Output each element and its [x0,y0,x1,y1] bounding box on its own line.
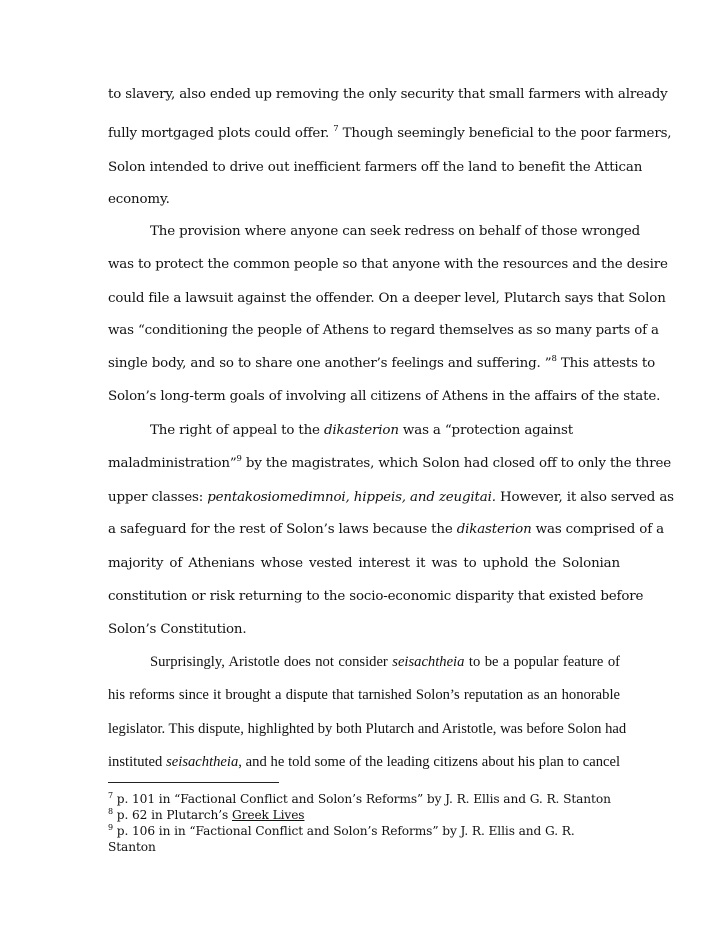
footnote-9-continued: Stanton [108,840,156,854]
body-line-9: single body, and so to share one another’s feelings and suffering. ”$^8$ This attests to [108,354,656,371]
book-title: Greek Lives [231,808,305,822]
body-line-12: maladministration”$^9$ by the magistrates, which Solon had closed off to only the three [108,454,672,471]
italic-term: dikasterion [323,423,399,438]
body-line-8: was “conditioning the people of Athens to regard themselves as so many parts of a [108,323,659,338]
body-line-6: was to protect the common people so that anyone with the resources and the desire [108,257,668,272]
body-line-4: economy. [108,192,170,207]
body-line-15: majority of Athenians whose vested interest it was to uphold the Solonian [108,556,620,571]
body-line-10: Solon’s long-term goals of involving all citizens of Athens in the affairs of the state. [108,389,661,404]
footnote-separator [108,782,279,783]
body-line-16: constitution or risk returning to the socio-economic disparity that existed before [108,589,644,604]
footnote-8: $^8$ p. 62 in Plutarch’s Greek Lives [108,807,305,822]
footnote-number: 9 [108,823,113,832]
body-line-14: a safeguard for the rest of Solon’s laws because the dikasterion was comprised of a [108,522,664,537]
italic-term: dikasterion [456,522,532,537]
body-line-2: fully mortgaged plots could offer. $^7$ Though seemingly beneficial to the poor farmers, [108,124,672,141]
footnote-number: 7 [108,791,113,800]
italic-term: seisachtheia [392,654,465,670]
italic-term: seisachtheia [166,754,239,770]
footnote-ref-8: 8 [551,354,557,364]
body-line-3: Solon intended to drive out inefficient farmers off the land to benefit the Attican [108,160,643,175]
italic-term: pentakosiomedimnoi, hippeis, and zeugitai. [207,490,496,505]
body-line-11: The right of appeal to the dikasterion was a “protection against [150,423,573,438]
body-line-18: Surprisingly, Aristotle does not consider seisachtheia to be a popular feature of [150,654,621,670]
footnote-7: $^7$ p. 101 in “Factional Conflict and Solon’s Reforms” by J. R. Ellis and G. R. Stanton [108,791,611,806]
body-line-21: instituted seisachtheia, and he told some of the leading citizens about his plan to cancel [108,754,620,770]
body-line-20: legislator. This dispute, highlighted by both Plutarch and Aristotle, was before Solon had [108,721,627,737]
footnote-number: 8 [108,807,113,816]
footnote-9: $^9$ p. 106 in in “Factional Conflict and Solon’s Reforms” by J. R. Ellis and G. R. [108,823,575,838]
footnote-ref-7: 7 [333,124,339,134]
body-line-5: The provision where anyone can seek redress on behalf of those wronged [150,224,641,239]
body-line-17: Solon’s Constitution. [108,622,247,637]
footnote-ref-9: 9 [236,454,242,464]
body-line-19: his reforms since it brought a dispute that tarnished Solon’s reputation as an honorable [108,687,620,703]
body-line-7: could file a lawsuit against the offender. On a deeper level, Plutarch says that Solon [108,291,666,306]
body-line-1: to slavery, also ended up removing the only security that small farmers with already [108,87,668,102]
body-line-13: upper classes: pentakosiomedimnoi, hippeis, and zeugitai. However, it also served as [108,490,674,505]
